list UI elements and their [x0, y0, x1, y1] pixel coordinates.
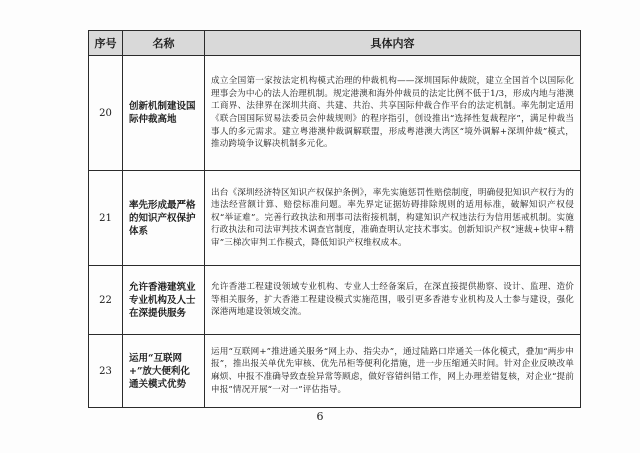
row-name: 运用“互联网+”放大便利化通关模式优势	[123, 335, 205, 408]
row-number: 21	[89, 171, 123, 266]
row-content: 运用“互联网+”推进通关服务“网上办、指尖办”，通过陆路口岸通关一体化模式，叠加“两步申报”，推出报关单优先审核、优先吊柜等便利化措施，进一步压缩通关时间。针对企业反映改单麻烦、申报不准确导致查验异常等顾虑，做好容错纠错工作，网上办理差错复核，对企业“提前申报”情况开展“一对一”评估指导。	[205, 335, 581, 408]
header-content: 具体内容	[205, 31, 581, 56]
table-row	[89, 266, 581, 335]
table-row	[89, 171, 581, 266]
table-row	[89, 335, 581, 408]
row-name: 允许香港建筑业专业机构及人士在深提供服务	[123, 266, 205, 335]
row-content: 出台《深圳经济特区知识产权保护条例》，率先实施惩罚性赔偿制度，明确侵犯知识产权行为的违法经营额计算、赔偿标准问题。率先界定证据妨碍排除规则的适用标准，破解知识产权侵权“举证难”。完善行政执法和刑事司法衔接机制，构建知识产权违法行为信用惩戒机制。实施行政执法和司法审判技术调查官制度，准确查明认定技术事实。创新知识产权“速裁+快审+精审”三梯次审判工作模式，降低知识产权维权成本。	[205, 171, 581, 266]
row-number: 23	[89, 335, 123, 408]
table-header-row	[89, 31, 581, 56]
row-name: 创新机制建设国际仲裁高地	[123, 56, 205, 171]
row-content: 允许香港工程建设领域专业机构、专业人士经备案后，在深直接提供勘察、设计、监理、造价等相关服务，扩大香港工程建设模式实施范围，吸引更多香港专业机构及人士参与建设，强化深港两地建设领域交流。	[205, 266, 581, 335]
row-number: 22	[89, 266, 123, 335]
page-number: 6	[316, 410, 324, 423]
header-seq: 序号	[89, 31, 123, 56]
table-row	[89, 56, 581, 171]
row-number: 20	[89, 56, 123, 171]
header-name: 名称	[123, 31, 205, 56]
row-name: 率先形成最严格的知识产权保护体系	[123, 171, 205, 266]
row-content: 成立全国第一家按法定机构模式治理的仲裁机构——深圳国际仲裁院，建立全国首个以国际化理事会为中心的法人治理机制。规定港澳和海外仲裁员的法定比例不低于1/3，形成内地与港澳工商界、法律界在深圳共商、共建、共治、共享国际仲裁合作平台的法定机制。率先制定适用《联合国国际贸易法委员会仲裁规则》的程序指引，创设推出“选择性复裁程序”，满足仲裁当事人的多元需求。建立粤港澳仲裁调解联盟，形成粤港澳大湾区“境外调解+深圳仲裁”模式，推动跨境争议解决机制多元化。	[205, 56, 581, 171]
measures-table	[88, 30, 581, 408]
